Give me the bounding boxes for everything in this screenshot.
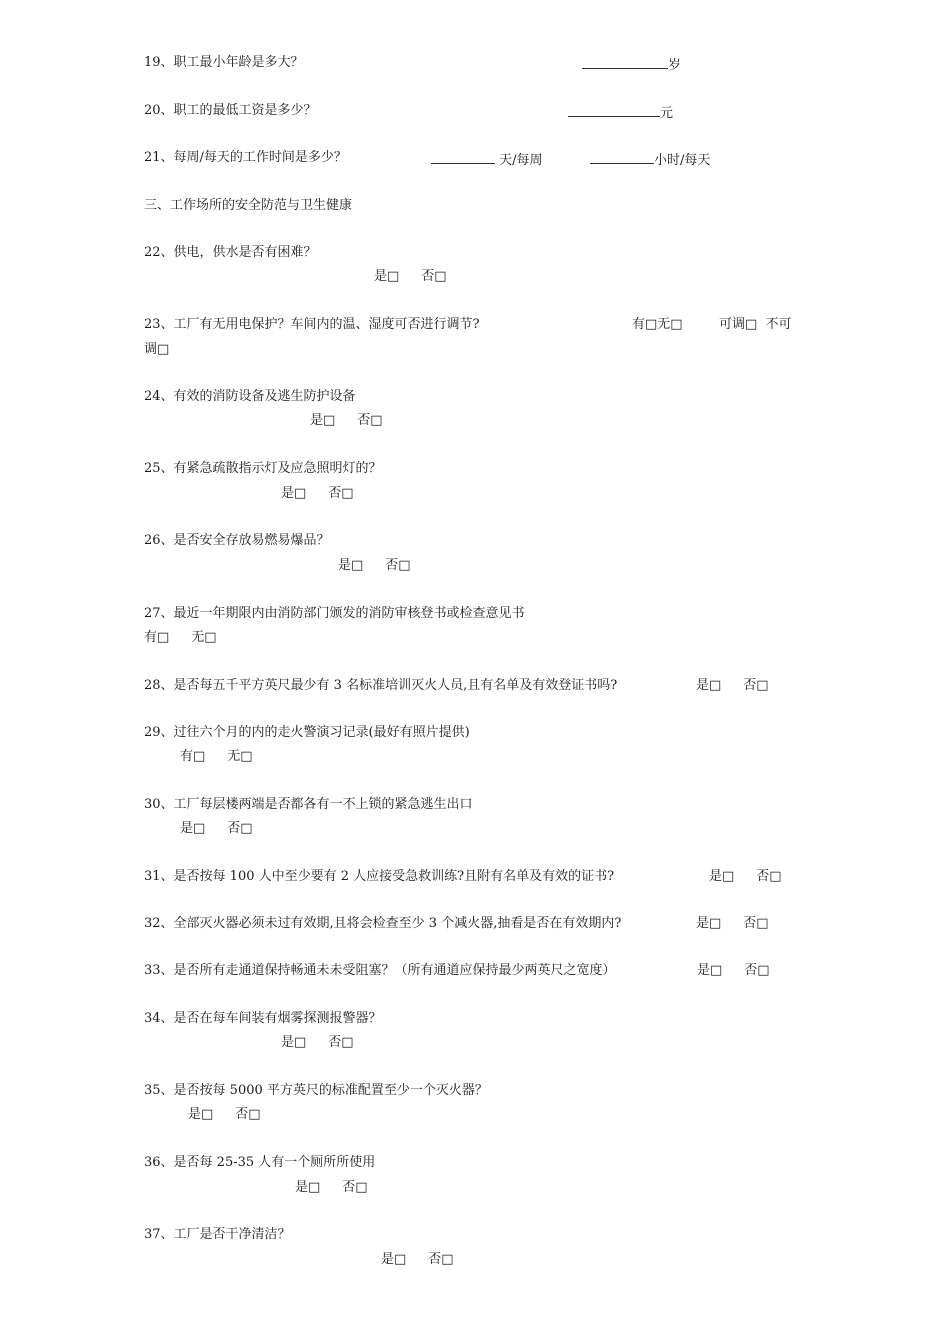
checkbox-no[interactable]: 否□ <box>342 1180 368 1195</box>
checkbox-no[interactable]: 否□ <box>227 821 253 836</box>
options-35 <box>188 1108 261 1121</box>
checkbox-yes[interactable]: 是□ <box>338 558 364 573</box>
question-24: 24、有效的消防设备及逃生防护设备 <box>144 389 356 404</box>
checkbox-no[interactable]: 否□ <box>743 678 769 693</box>
options-31 <box>709 870 782 883</box>
checkbox-no[interactable]: 否□ <box>357 413 383 428</box>
checkbox-no[interactable]: 否□ <box>235 1107 261 1122</box>
checkbox-no[interactable]: 否□ <box>756 869 782 884</box>
options-30 <box>180 822 253 835</box>
blank-line[interactable] <box>590 151 654 164</box>
checkbox-no[interactable]: 否□ <box>328 1035 354 1050</box>
options-33 <box>697 964 770 977</box>
blank-line[interactable] <box>568 104 660 117</box>
checkbox-yes[interactable]: 是□ <box>709 869 735 884</box>
unit-label: 元 <box>660 106 674 121</box>
checkbox-no[interactable]: 否□ <box>428 1252 454 1267</box>
checkbox-none[interactable]: 无□ <box>227 749 253 764</box>
question-23: 23、工厂有无用电保护？车间内的温、湿度可否进行调节? <box>144 317 480 332</box>
question-21: 21、每周/每天的工作时间是多少？ <box>144 150 347 165</box>
options-27 <box>144 631 217 644</box>
checkbox-no[interactable]: 否□ <box>744 963 770 978</box>
question-26: 26、是否安全存放易燃易爆品？ <box>144 533 330 548</box>
question-29: 29、过往六个月的内的走火警演习记录(最好有照片提供) <box>144 725 470 740</box>
options-25 <box>281 487 354 500</box>
checkbox-adjustable[interactable]: 可调□ 不可 <box>719 317 792 332</box>
checkbox-no[interactable]: 否□ <box>385 558 411 573</box>
unit-label: 天/每周 <box>495 153 543 168</box>
checkbox-yes[interactable]: 是□ <box>281 486 307 501</box>
question-34: 34、是否在每车间装有烟雾探测报警器？ <box>144 1011 382 1026</box>
checkbox-yes[interactable]: 是□ <box>281 1035 307 1050</box>
options-24 <box>310 414 383 427</box>
checkbox-yes[interactable]: 是□ <box>696 916 722 931</box>
checkbox-yes[interactable]: 是□ <box>180 821 206 836</box>
question-36: 36、是否每 25-35 人有一个厕所所使用 <box>144 1155 376 1170</box>
unit-label: 小时/每天 <box>654 153 711 168</box>
section-title: 三、工作场所的安全防范与卫生健康 <box>144 198 353 213</box>
question-22: 22、供电，供水是否有困难？ <box>144 245 317 260</box>
question-28: 28、是否每五千平方英尺最少有 3 名标准培训灭火人员,且有名单及有效登证书吗? <box>144 678 618 693</box>
blank-line[interactable] <box>582 56 668 69</box>
checkbox-no[interactable]: 否□ <box>743 916 769 931</box>
question-25: 25、有紧急疏散指示灯及应急照明灯的？ <box>144 461 382 476</box>
options-22 <box>374 270 447 283</box>
question-35: 35、是否按每 5000 平方英尺的标准配置至少一个灭火器？ <box>144 1083 488 1098</box>
question-20: 20、职工的最低工资是多少？ <box>144 103 317 118</box>
answer-21-days <box>431 151 543 167</box>
checkbox-has-none[interactable]: 有□无□ <box>632 317 683 332</box>
checkbox-yes[interactable]: 是□ <box>188 1107 214 1122</box>
checkbox-yes[interactable]: 是□ <box>696 678 722 693</box>
answer-20 <box>568 104 673 120</box>
checkbox-no[interactable]: 否□ <box>328 486 354 501</box>
blank-line[interactable] <box>431 151 495 164</box>
checkbox-yes[interactable]: 是□ <box>697 963 723 978</box>
question-27: 27、最近一年期限内由消防部门颁发的消防审核登书或检查意见书 <box>144 606 525 621</box>
options-37 <box>381 1253 454 1266</box>
answer-19 <box>582 56 681 72</box>
options-29 <box>180 750 253 763</box>
checkbox-no[interactable]: 否□ <box>421 269 447 284</box>
options-28 <box>696 679 769 692</box>
checkbox-has[interactable]: 有□ <box>144 630 170 645</box>
question-31: 31、是否按每 100 人中至少要有 2 人应接受急救训练?且附有名单及有效的证书? <box>144 869 615 884</box>
options-32 <box>696 917 769 930</box>
checkbox-yes[interactable]: 是□ <box>295 1180 321 1195</box>
checkbox-none[interactable]: 无□ <box>191 630 217 645</box>
question-37: 37、工厂是否干净清洁？ <box>144 1227 291 1242</box>
answer-21-hours <box>590 151 710 167</box>
checkbox-yes[interactable]: 是□ <box>310 413 336 428</box>
checkbox-has[interactable]: 有□ <box>180 749 206 764</box>
checkbox-not-adjustable[interactable]: 调□ <box>144 342 170 357</box>
question-19: 19、职工最小年龄是多大？ <box>144 55 304 70</box>
question-32: 32、全部灭火器必须未过有效期,且将会检查至少 3 个减火器,抽看是否在有效期内? <box>144 916 622 931</box>
unit-label: 岁 <box>668 58 682 73</box>
options-23-wrap <box>144 343 169 356</box>
checkbox-yes[interactable]: 是□ <box>374 269 400 284</box>
options-36 <box>295 1181 368 1194</box>
options-23 <box>632 318 683 331</box>
question-30: 30、工厂每层楼两端是否都各有一不上锁的紧急逃生出口 <box>144 797 473 812</box>
question-33: 33、是否所有走通道保持畅通未未受阻塞？（所有通道应保持最少两英尺之宽度） <box>144 963 616 978</box>
checkbox-yes[interactable]: 是□ <box>381 1252 407 1267</box>
options-23-adjust <box>719 318 792 331</box>
options-34 <box>281 1036 354 1049</box>
options-26 <box>338 559 411 572</box>
